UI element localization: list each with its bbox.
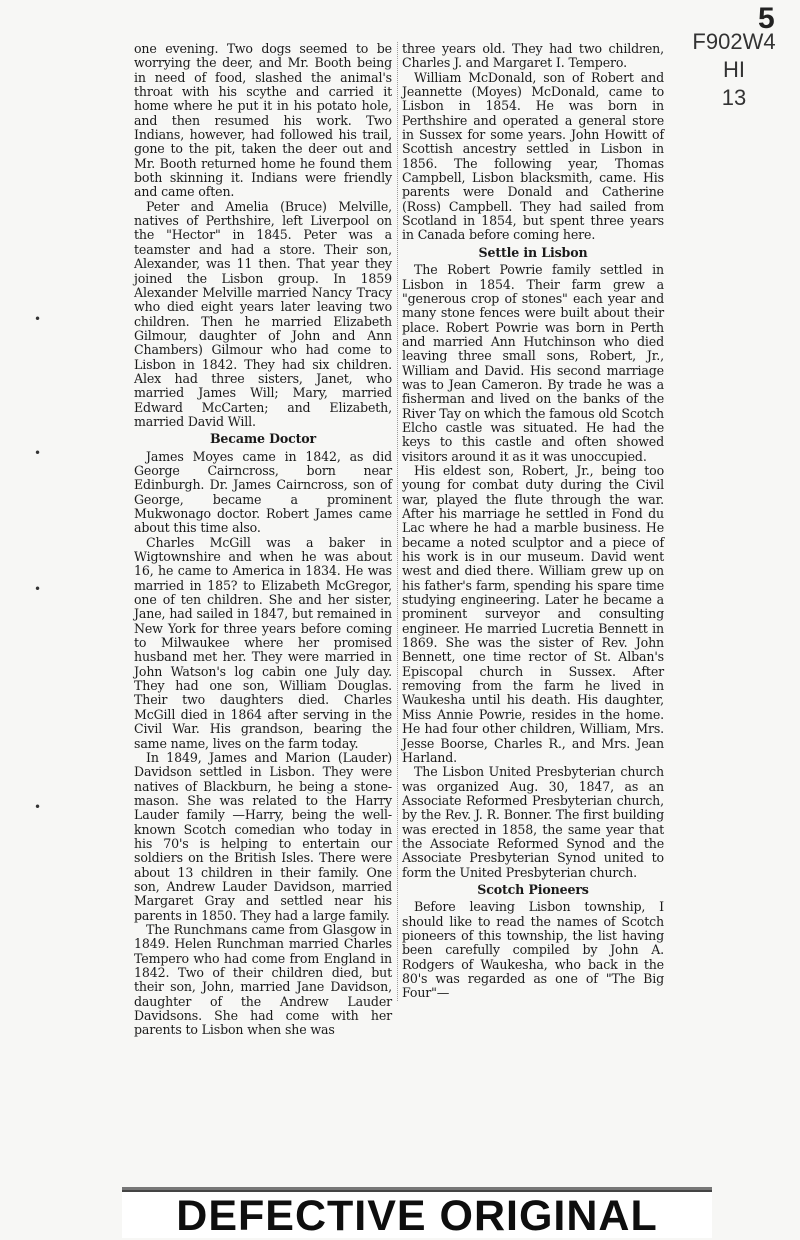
subheading: Became Doctor (209, 431, 317, 447)
paragraph: The Runchmans came from Glasgow in 1849. Helen Runchman married Charles Tempero who had come from England in 1842. Two of their children died, but their son, John, married Jane Davidson, daughter of the Andrew Lauder Davidsons. She had come with her parents to Lisbon when she was (134, 921, 392, 1038)
paragraph: The Robert Powrie family settled in Lisbon in 1854. Their farm grew a "generous crop of stones" each year and many stone fences were built about their place. Robert Powrie was born in Perth and married Ann Hutchinson who died leaving three small sons, Robert, Jr., William and David. His second marriage was to Jean Cameron. By trade he was a fisherman and lived on the banks of the River Tay on which the famous old Scotch Elcho castle was situated. He had the keys to this castle and often showed visitors around it as it was unoccupied. (402, 262, 664, 464)
margin-line-1: HI (723, 57, 745, 82)
margin-code: F902W4 (692, 29, 776, 54)
paragraph: James Moyes came in 1842, as did George Cairncross, born near Edinburgh. Dr. James Cairncross, son of George, became a prominent Mukwonago doctor. Robert James came about this time also. (134, 448, 392, 536)
margin-mark: • (34, 312, 42, 326)
left-column (134, 42, 392, 1038)
margin-mark: • (34, 800, 42, 814)
paragraph: William McDonald, son of Robert and Jeannette (Moyes) McDonald, came to Lisbon in 1854. He was born in Perthshire and operated a general store in Sussex for some years. John Howitt of Scottish ancestry settled in Lisbon in 1856. The following year, Thomas Campbell, Lisbon blacksmith, came. His parents were Donald and Catherine (Ross) Campbell. They had sailed from Scotland in 1854, but spent three years in Canada before coming here. (402, 69, 664, 243)
paragraph: The Lisbon United Presbyterian church was organized Aug. 30, 1847, as an Associate Reformed Presbyterian church, by the Rev. J. R. Bonner. The first building was erected in 1858, the same year that the Associate Reformed Synod and the Associate Presbyterian Synod united to form the United Presbyterian church. (402, 764, 664, 880)
stamp-text: DEFECTIVE ORIGINAL (176, 1192, 658, 1240)
right-column (397, 42, 664, 1001)
paragraph: Charles McGill was a baker in Wigtownshire and when he was about 16, he came to America in 1834. He was married in 185? to Elizabeth McGregor, one of ten children. She and her sister, Jane, had sailed in 1847, but remained in New York for three years before coming to Milwaukee where her promised husband met her. They were married in John Watson's log cabin one July day. They had one son, William Douglas. Their two daughters died. Charles McGill died in 1864 after serving in the Civil War. His grandson, bearing the same name, lives on the farm today. (134, 534, 392, 751)
paragraph: His eldest son, Robert, Jr., being too young for combat duty during the Civil war, played the flute through the war. After his marriage he settled in Fond du Lac where he had a marble business. He became a noted sculptor and a piece of his work is in our museum. David went west and died there. William grew up on his father's farm, spending his spare time studying engineering. Later he became a prominent surveyor and consulting engineer. He married Lucretia Bennett in 1869. She was the sister of Rev. John Bennett, one time rector of St. Alban's Episcopal church in Sussex. After removing from the farm he lived in Waukesha until his death. His daughter, Miss Annie Powrie, resides in the home. He had four other children, William, Mrs. Jesse Boorse, Charles R., and Mrs. Jean Harland. (402, 462, 664, 765)
margin-mark: • (34, 582, 42, 596)
margin-line-2: 13 (721, 85, 747, 110)
paragraph: Before leaving Lisbon township, I should like to read the names of Scotch pioneers of this township, the list having been carefully compiled by John A. Rodgers of Waukesha, who back in the 80's was regarded as one of "The Big Four"— (402, 899, 664, 1001)
subheading: Settle in Lisbon (478, 244, 588, 260)
defective-original-stamp (122, 1190, 712, 1238)
subheading: Scotch Pioneers (477, 881, 589, 897)
margin-annotation (668, 28, 800, 112)
paragraph: Peter and Amelia (Bruce) Melville, natives of Perthshire, left Liverpool on the "Hector" in 1845. Peter was a teamster and had a store. Their son, Alexander, was 11 then. That year they joined the Lisbon group. In 1859 Alexander Melville married Nancy Tracy who died eight years later leaving two children. Then he married Elizabeth Gilmour, daughter of John and Ann Chambers) Gilmour who had come to Lisbon in 1842. They had six children. Alex had three sisters, Janet, who married James Will; Mary, married Edward McCarten; and Elizabeth, married David Will. (134, 198, 392, 429)
page-number: 5 (758, 2, 775, 35)
paragraph: one evening. Two dogs seemed to be worrying the deer, and Mr. Booth being in need of food, slashed the animal's throat with his scythe and carried it home where he put it in his potato hole, and then resumed his work. Two Indians, however, had followed his trail, gone to the pit, taken the deer out and Mr. Booth returned home he found them both skinning it. Indians were friendly and came often. (134, 41, 392, 200)
paragraph: three years old. They had two children, Charles J. and Margaret I. Tempero. (402, 41, 664, 71)
margin-mark: • (34, 446, 42, 460)
paragraph: In 1849, James and Marion (Lauder) Davidson settled in Lisbon. They were natives of Blackburn, he being a stone-mason. She was related to the Harry Lauder family —Harry, being the well-known Scotch comedian who today in his 70's is helping to entertain our soldiers on the British Isles. There were about 13 children in their family. One son, Andrew Lauder Davidson, married Margaret Gray and settled near his parents in 1850. They had a large family. (134, 749, 392, 923)
